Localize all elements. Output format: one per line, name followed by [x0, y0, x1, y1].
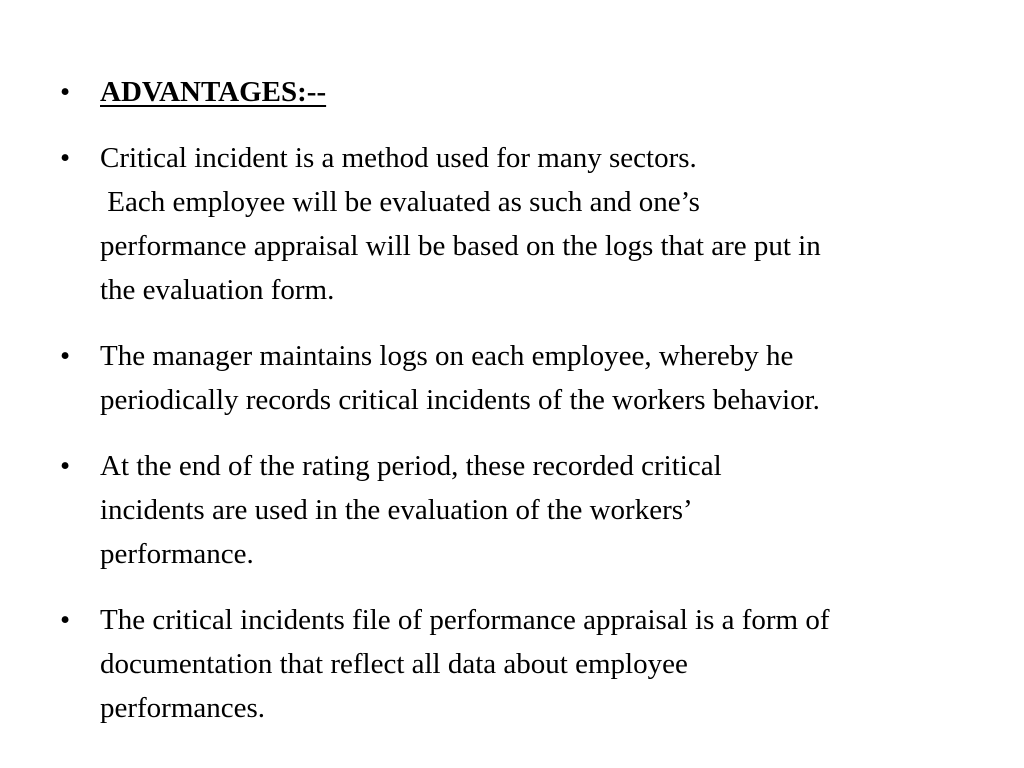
bullet-list — [60, 70, 980, 752]
bullet-text-line: periodically records critical incidents of the workers behavior. — [100, 384, 820, 416]
bullet-text-line: Critical incident is a method used for many sectors. — [100, 142, 697, 174]
bullet-text-line: performance appraisal will be based on the logs that are put in — [100, 230, 821, 262]
bullet-text-line: performance. — [100, 538, 254, 570]
bullet-icon: • — [60, 142, 71, 174]
bullet-icon: • — [60, 340, 71, 372]
slide-heading: ADVANTAGES:-- — [100, 76, 327, 108]
bullet-item — [60, 334, 980, 422]
bullet-icon: • — [60, 604, 71, 636]
bullet-icon: • — [60, 450, 71, 482]
heading-item — [60, 70, 980, 114]
bullet-text-line: Each employee will be evaluated as such and one’s — [100, 186, 700, 218]
bullet-item — [60, 598, 980, 730]
bullet-item — [60, 444, 980, 576]
bullet-text-line: documentation that reflect all data about employee — [100, 648, 688, 680]
bullet-item — [60, 136, 980, 312]
bullet-text-line: incidents are used in the evaluation of the workers’ — [100, 494, 693, 526]
bullet-text-line: At the end of the rating period, these recorded critical — [100, 450, 722, 482]
bullet-icon: • — [60, 76, 71, 108]
bullet-text-line: performances. — [100, 692, 266, 724]
bullet-text-line: The critical incidents file of performance appraisal is a form of — [100, 604, 830, 636]
bullet-text-line: the evaluation form. — [100, 274, 335, 306]
bullet-text-line: The manager maintains logs on each employee, whereby he — [100, 340, 794, 372]
